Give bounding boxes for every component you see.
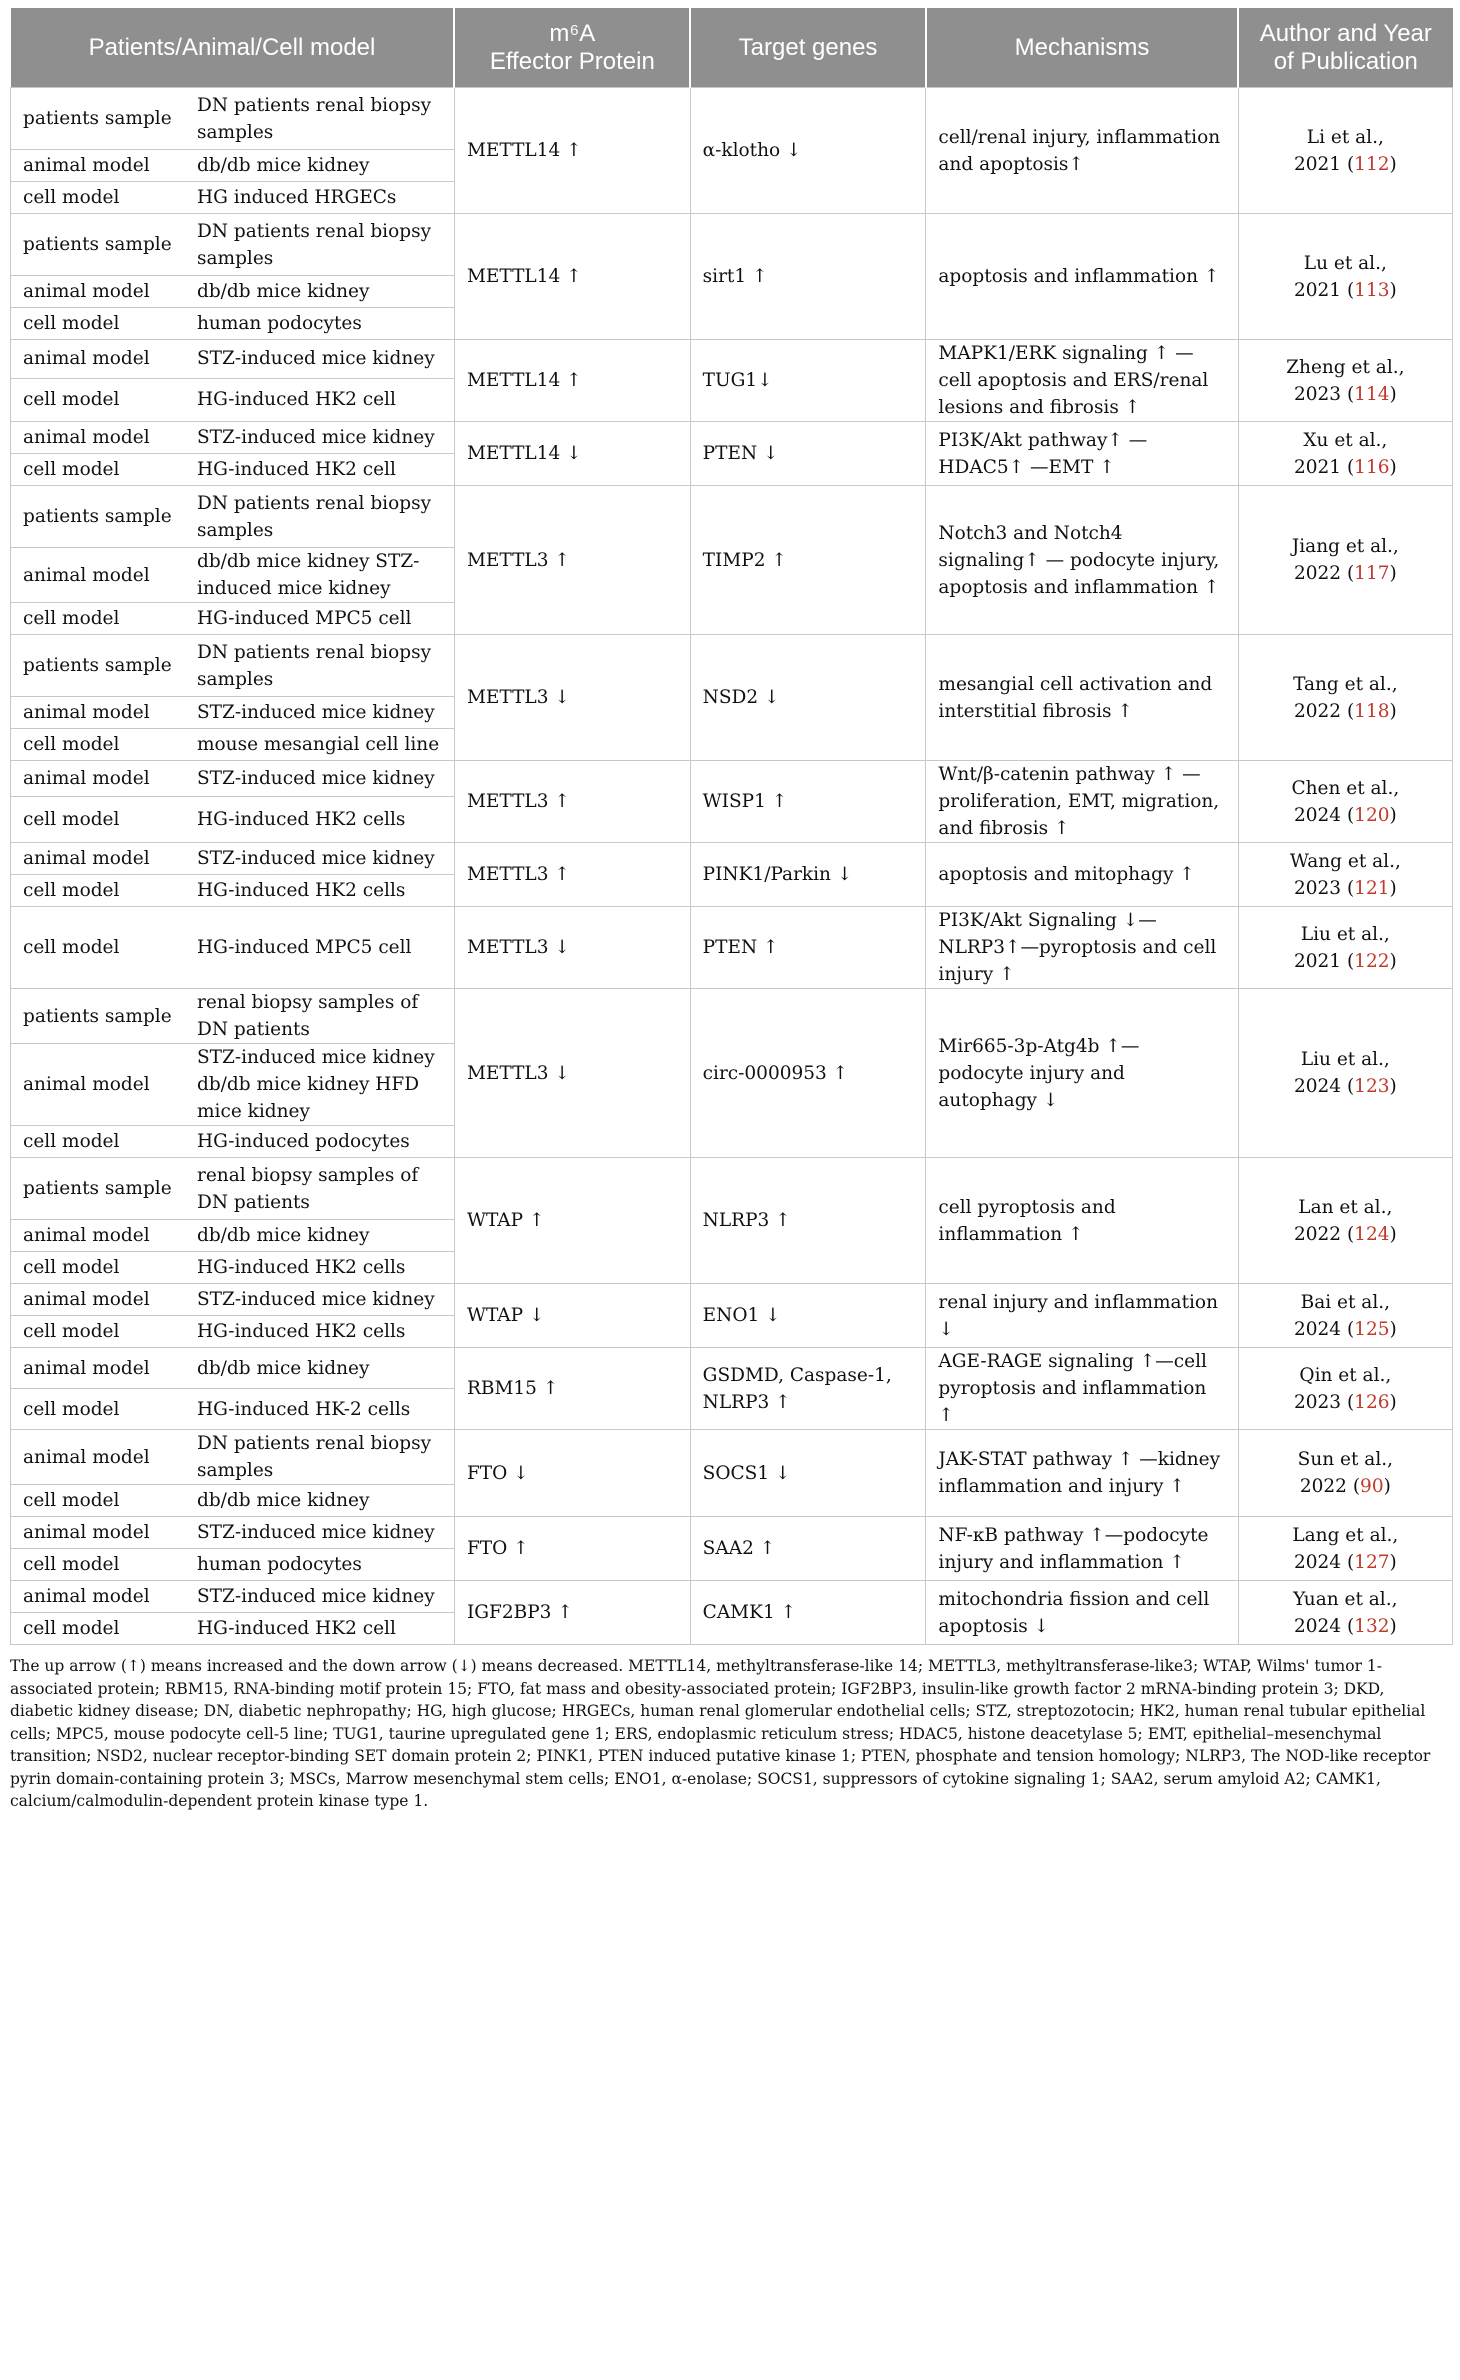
table-row xyxy=(11,88,1453,150)
effector-protein-cell: METTL14 ↑ xyxy=(454,88,690,214)
publication-year: 2021 xyxy=(1293,153,1342,175)
effector-protein-cell: METTL14 ↑ xyxy=(454,214,690,340)
table-row xyxy=(11,843,1453,875)
author-name: Sun et al., xyxy=(1297,1449,1394,1470)
author-year-cell: Tang et al., 2022 (118) xyxy=(1238,635,1452,761)
reference-link[interactable]: 122 xyxy=(1354,950,1390,972)
table-row xyxy=(11,1430,1453,1485)
model-description-cell: STZ-induced mice kidney xyxy=(185,1284,454,1316)
model-type-cell: animal model xyxy=(11,548,186,603)
model-type-cell: animal model xyxy=(11,1220,186,1252)
model-type-cell: animal model xyxy=(11,1581,186,1613)
publication-year: 2024 xyxy=(1293,1551,1342,1573)
model-type-cell: cell model xyxy=(11,907,186,989)
model-description-cell: HG-induced HK2 cell xyxy=(185,1613,454,1645)
reference-link[interactable]: 125 xyxy=(1354,1318,1390,1340)
model-type-cell: animal model xyxy=(11,276,186,308)
mechanism-cell: renal injury and inflammation ↓ xyxy=(926,1284,1238,1348)
mechanism-cell: Mir665-3p-Atg4b ↑— podocyte injury and autophagy ↓ xyxy=(926,989,1238,1158)
publication-year: 2022 xyxy=(1299,1476,1347,1497)
mechanism-cell: cell/renal injury, inflammation and apoptosis↑ xyxy=(926,88,1238,214)
author-name: Bai et al., xyxy=(1300,1291,1391,1313)
author-year-cell: Chen et al., 2024 (120) xyxy=(1238,761,1452,843)
author-name: Jiang et al., xyxy=(1291,536,1399,557)
model-type-cell: cell model xyxy=(11,1485,186,1517)
target-gene-cell: PINK1/Parkin ↓ xyxy=(690,843,926,907)
model-description-cell: STZ-induced mice kidney xyxy=(185,1581,454,1613)
effector-protein-cell: METTL3 ↓ xyxy=(454,635,690,761)
target-gene-cell: NSD2 ↓ xyxy=(690,635,926,761)
header-effector-protein xyxy=(454,8,690,88)
reference-link[interactable]: 113 xyxy=(1354,279,1390,301)
model-description-cell: HG-induced HK2 cell xyxy=(185,454,454,486)
model-description-cell: HG-induced podocytes xyxy=(185,1126,454,1158)
effector-protein-cell: WTAP ↓ xyxy=(454,1284,690,1348)
author-year-cell: Yuan et al., 2024 (132) xyxy=(1238,1581,1452,1645)
model-description-cell: STZ-induced mice kidney xyxy=(185,761,454,797)
reference-link[interactable]: 126 xyxy=(1354,1391,1390,1413)
model-description-cell: renal biopsy samples of DN patients xyxy=(185,1158,454,1220)
model-description-cell: human podocytes xyxy=(185,1549,454,1581)
target-gene-cell: PTEN ↓ xyxy=(690,422,926,486)
table-body xyxy=(11,88,1453,1645)
reference-link[interactable]: 117 xyxy=(1354,563,1390,584)
model-description-cell: HG-induced HK2 cells xyxy=(185,797,454,843)
mechanism-cell: MAPK1/ERK signaling ↑ — cell apoptosis and ERS/renal lesions and fibrosis ↑ xyxy=(926,340,1238,422)
model-description-cell: STZ-induced mice kidney xyxy=(185,1517,454,1549)
model-description-cell: HG-induced HK2 cells xyxy=(185,875,454,907)
model-type-cell: cell model xyxy=(11,875,186,907)
reference-link[interactable]: 120 xyxy=(1354,804,1390,826)
mechanism-cell: cell pyroptosis and inflammation ↑ xyxy=(926,1158,1238,1284)
table-row xyxy=(11,340,1453,379)
reference-link[interactable]: 118 xyxy=(1354,700,1390,722)
table-row xyxy=(11,907,1453,989)
publication-year: 2021 xyxy=(1293,279,1342,301)
model-description-cell: STZ-induced mice kidney db/db mice kidney HFD mice kidney xyxy=(185,1044,454,1126)
mechanism-cell: apoptosis and inflammation ↑ xyxy=(926,214,1238,340)
model-type-cell: patients sample xyxy=(11,989,186,1044)
header-effector-line1: m⁶A xyxy=(549,19,596,47)
reference-link[interactable]: 123 xyxy=(1354,1076,1390,1097)
model-description-cell: DN patients renal biopsy samples xyxy=(185,214,454,276)
header-model: Patients/Animal/Cell model xyxy=(11,8,455,88)
effector-protein-cell: METTL3 ↓ xyxy=(454,907,690,989)
target-gene-cell: SOCS1 ↓ xyxy=(690,1430,926,1517)
mechanism-cell: PI3K/Akt Signaling ↓— NLRP3↑—pyroptosis and cell injury ↑ xyxy=(926,907,1238,989)
table-row xyxy=(11,1158,1453,1220)
model-description-cell: db/db mice kidney xyxy=(185,1348,454,1389)
effector-protein-cell: METTL3 ↑ xyxy=(454,843,690,907)
mechanism-cell: AGE-RAGE signaling ↑—cell pyroptosis and inflammation ↑ xyxy=(926,1348,1238,1430)
mechanism-cell: mesangial cell activation and interstitial fibrosis ↑ xyxy=(926,635,1238,761)
author-name: Yuan et al., xyxy=(1293,1588,1398,1610)
publication-year: 2024 xyxy=(1293,1615,1342,1637)
model-type-cell: animal model xyxy=(11,340,186,379)
table-row xyxy=(11,486,1453,548)
mechanism-cell: NF-κB pathway ↑—podocyte injury and inflammation ↑ xyxy=(926,1517,1238,1581)
reference-link[interactable]: 114 xyxy=(1354,383,1390,405)
target-gene-cell: TIMP2 ↑ xyxy=(690,486,926,635)
model-type-cell: cell model xyxy=(11,454,186,486)
author-name: Lu et al., xyxy=(1303,252,1387,274)
mechanism-cell: PI3K/Akt pathway↑ —HDAC5↑ —EMT ↑ xyxy=(926,422,1238,486)
model-description-cell: DN patients renal biopsy samples xyxy=(185,635,454,697)
model-description-cell: DN patients renal biopsy samples xyxy=(185,1430,454,1485)
table-row xyxy=(11,1581,1453,1613)
model-description-cell: DN patients renal biopsy samples xyxy=(185,486,454,548)
publication-year: 2023 xyxy=(1293,383,1342,405)
m6a-effector-table xyxy=(10,8,1453,1645)
header-effector-line2: Effector Protein xyxy=(489,47,655,75)
model-type-cell: cell model xyxy=(11,603,186,635)
author-name: Li et al., xyxy=(1306,126,1384,148)
author-year-cell: Liu et al., 2021 (122) xyxy=(1238,907,1452,989)
header-mechanisms: Mechanisms xyxy=(926,8,1238,88)
author-year-cell: Sun et al., 2022 (90) xyxy=(1238,1430,1452,1517)
model-description-cell: STZ-induced mice kidney xyxy=(185,340,454,379)
author-year-cell: Lu et al., 2021 (113) xyxy=(1238,214,1452,340)
author-name: Liu et al., xyxy=(1300,1049,1390,1070)
author-year-cell: Li et al., 2021 (112) xyxy=(1238,88,1452,214)
header-author-line2: of Publication xyxy=(1273,47,1418,75)
publication-year: 2022 xyxy=(1293,700,1342,722)
mechanism-cell: JAK-STAT pathway ↑ —kidney inflammation and injury ↑ xyxy=(926,1430,1238,1517)
reference-link[interactable]: 127 xyxy=(1354,1551,1390,1573)
target-gene-cell: α-klotho ↓ xyxy=(690,88,926,214)
effector-protein-cell: FTO ↑ xyxy=(454,1517,690,1581)
model-type-cell: cell model xyxy=(11,1252,186,1284)
target-gene-cell: CAMK1 ↑ xyxy=(690,1581,926,1645)
publication-year: 2023 xyxy=(1293,877,1342,899)
model-type-cell: cell model xyxy=(11,308,186,340)
model-type-cell: animal model xyxy=(11,761,186,797)
model-description-cell: renal biopsy samples of DN patients xyxy=(185,989,454,1044)
model-type-cell: animal model xyxy=(11,697,186,729)
publication-year: 2022 xyxy=(1293,563,1342,584)
model-type-cell: cell model xyxy=(11,1549,186,1581)
model-description-cell: db/db mice kidney STZ-induced mice kidney xyxy=(185,548,454,603)
target-gene-cell: WISP1 ↑ xyxy=(690,761,926,843)
model-type-cell: animal model xyxy=(11,1430,186,1485)
mechanism-cell: Notch3 and Notch4 signaling↑ — podocyte injury, apoptosis and inflammation ↑ xyxy=(926,486,1238,635)
model-type-cell: cell model xyxy=(11,378,186,421)
model-description-cell: HG-induced MPC5 cell xyxy=(185,907,454,989)
model-description-cell: HG-induced HK2 cell xyxy=(185,378,454,421)
table-footnote: The up arrow (↑) means increased and the down arrow (↓) means decreased. METTL14, methyltransferase-like 14; METTL3, methyltransferase-like3; WTAP, Wilms' tumor 1-associated protein; RBM15, RNA-binding motif protein 15; FTO, fat mass and obesity-associated protein; IGF2BP3, insulin-like growth factor 2 mRNA-binding protein 3; DKD, diabetic kidney disease; DN, diabetic nephropathy; HG, high glucose; HRGECs, human renal glomerular endothelial cells; STZ, streptozotocin; HK2, human renal tubular epithelial cells; MPC5, mouse podocyte cell-5 line; TUG1, taurine upregulated gene 1; ERS, endoplasmic reticulum stress; HDAC5, histone deacetylase 5; EMT, epithelial–mesenchymal transition; NSD2, nuclear receptor-binding SET domain protein 2; PINK1, PTEN induced putative kinase 1; PTEN, phosphate and tension homology; NLRP3, The NOD-like receptor pyrin domain-containing protein 3; MSCs, Marrow mesenchymal stem cells; ENO1, α-enolase; SOCS1, suppressors of cytokine signaling 1; SAA2, serum amyloid A2; CAMK1, calcium/calmodulin-dependent protein kinase type 1. xyxy=(10,1657,1431,1810)
publication-year: 2023 xyxy=(1293,1391,1342,1413)
model-type-cell: animal model xyxy=(11,1284,186,1316)
model-type-cell: cell model xyxy=(11,1613,186,1645)
effector-protein-cell: METTL14 ↑ xyxy=(454,340,690,422)
author-year-cell: Lan et al., 2022 (124) xyxy=(1238,1158,1452,1284)
publication-year: 2024 xyxy=(1293,804,1342,826)
effector-protein-cell: RBM15 ↑ xyxy=(454,1348,690,1430)
target-gene-cell: sirt1 ↑ xyxy=(690,214,926,340)
model-description-cell: DN patients renal biopsy samples xyxy=(185,88,454,150)
author-year-cell: Liu et al., 2024 (123) xyxy=(1238,989,1452,1158)
reference-link[interactable]: 132 xyxy=(1354,1615,1390,1637)
author-year-cell: Xu et al., 2021 (116) xyxy=(1238,422,1452,486)
target-gene-cell: SAA2 ↑ xyxy=(690,1517,926,1581)
model-type-cell: patients sample xyxy=(11,635,186,697)
table-header-row xyxy=(11,8,1453,88)
model-description-cell: mouse mesangial cell line xyxy=(185,729,454,761)
reference-link[interactable]: 121 xyxy=(1354,877,1390,899)
publication-year: 2021 xyxy=(1293,950,1342,972)
table-row xyxy=(11,214,1453,276)
table-container xyxy=(10,8,1453,1813)
target-gene-cell: TUG1↓ xyxy=(690,340,926,422)
model-type-cell: patients sample xyxy=(11,1158,186,1220)
model-type-cell: patients sample xyxy=(11,88,186,150)
author-name: Lan et al., xyxy=(1298,1196,1393,1218)
model-description-cell: HG-induced MPC5 cell xyxy=(185,603,454,635)
table-row xyxy=(11,1284,1453,1316)
author-name: Liu et al., xyxy=(1300,923,1390,945)
model-type-cell: animal model xyxy=(11,1348,186,1389)
effector-protein-cell: METTL14 ↓ xyxy=(454,422,690,486)
author-name: Zheng et al., xyxy=(1286,356,1405,378)
model-description-cell: db/db mice kidney xyxy=(185,1485,454,1517)
target-gene-cell: GSDMD, Caspase-1, NLRP3 ↑ xyxy=(690,1348,926,1430)
author-year-cell: Zheng et al., 2023 (114) xyxy=(1238,340,1452,422)
model-type-cell: cell model xyxy=(11,1126,186,1158)
model-type-cell: animal model xyxy=(11,422,186,454)
effector-protein-cell: FTO ↓ xyxy=(454,1430,690,1517)
effector-protein-cell: IGF2BP3 ↑ xyxy=(454,1581,690,1645)
table-row xyxy=(11,635,1453,697)
header-author-year xyxy=(1238,8,1452,88)
author-name: Chen et al., xyxy=(1291,777,1400,799)
table-row xyxy=(11,989,1453,1044)
target-gene-cell: circ-0000953 ↑ xyxy=(690,989,926,1158)
effector-protein-cell: METTL3 ↑ xyxy=(454,486,690,635)
author-year-cell: Jiang et al., 2022 (117) xyxy=(1238,486,1452,635)
publication-year: 2024 xyxy=(1293,1318,1342,1340)
publication-year: 2021 xyxy=(1293,456,1342,478)
publication-year: 2024 xyxy=(1293,1076,1342,1097)
effector-protein-cell: WTAP ↑ xyxy=(454,1158,690,1284)
effector-protein-cell: METTL3 ↓ xyxy=(454,989,690,1158)
mechanism-cell: apoptosis and mitophagy ↑ xyxy=(926,843,1238,907)
author-name: Qin et al., xyxy=(1299,1364,1392,1386)
publication-year: 2022 xyxy=(1293,1223,1342,1245)
effector-protein-cell: METTL3 ↑ xyxy=(454,761,690,843)
header-target-genes: Target genes xyxy=(690,8,926,88)
target-gene-cell: PTEN ↑ xyxy=(690,907,926,989)
author-year-cell: Qin et al., 2023 (126) xyxy=(1238,1348,1452,1430)
model-type-cell: cell model xyxy=(11,1389,186,1430)
author-name: Lang et al., xyxy=(1292,1524,1399,1546)
model-description-cell: human podocytes xyxy=(185,308,454,340)
model-description-cell: db/db mice kidney xyxy=(185,1220,454,1252)
model-type-cell: cell model xyxy=(11,182,186,214)
table-row xyxy=(11,422,1453,454)
model-type-cell: cell model xyxy=(11,1316,186,1348)
model-description-cell: HG-induced HK2 cells xyxy=(185,1316,454,1348)
model-description-cell: HG induced HRGECs xyxy=(185,182,454,214)
author-year-cell: Wang et al., 2023 (121) xyxy=(1238,843,1452,907)
mechanism-cell: mitochondria fission and cell apoptosis ↓ xyxy=(926,1581,1238,1645)
target-gene-cell: ENO1 ↓ xyxy=(690,1284,926,1348)
author-name: Tang et al., xyxy=(1293,673,1398,695)
model-type-cell: cell model xyxy=(11,729,186,761)
author-year-cell: Bai et al., 2024 (125) xyxy=(1238,1284,1452,1348)
header-author-line1: Author and Year xyxy=(1259,19,1432,47)
model-type-cell: animal model xyxy=(11,150,186,182)
table-row xyxy=(11,1517,1453,1549)
model-type-cell: cell model xyxy=(11,797,186,843)
author-name: Wang et al., xyxy=(1289,850,1401,872)
model-description-cell: HG-induced HK2 cells xyxy=(185,1252,454,1284)
model-type-cell: animal model xyxy=(11,843,186,875)
reference-link[interactable]: 116 xyxy=(1354,456,1390,478)
table-row xyxy=(11,761,1453,797)
reference-link[interactable]: 90 xyxy=(1360,1476,1384,1497)
reference-link[interactable]: 124 xyxy=(1354,1223,1390,1245)
model-type-cell: patients sample xyxy=(11,214,186,276)
author-name: Xu et al., xyxy=(1303,429,1388,451)
model-description-cell: db/db mice kidney xyxy=(185,150,454,182)
target-gene-cell: NLRP3 ↑ xyxy=(690,1158,926,1284)
model-description-cell: db/db mice kidney xyxy=(185,276,454,308)
model-type-cell: patients sample xyxy=(11,486,186,548)
model-type-cell: animal model xyxy=(11,1517,186,1549)
model-description-cell: STZ-induced mice kidney xyxy=(185,843,454,875)
model-description-cell: STZ-induced mice kidney xyxy=(185,422,454,454)
mechanism-cell: Wnt/β-catenin pathway ↑ — proliferation, EMT, migration, and fibrosis ↑ xyxy=(926,761,1238,843)
table-row xyxy=(11,1348,1453,1389)
model-type-cell: animal model xyxy=(11,1044,186,1126)
author-year-cell: Lang et al., 2024 (127) xyxy=(1238,1517,1452,1581)
reference-link[interactable]: 112 xyxy=(1354,153,1390,175)
model-description-cell: STZ-induced mice kidney xyxy=(185,697,454,729)
model-description-cell: HG-induced HK-2 cells xyxy=(185,1389,454,1430)
